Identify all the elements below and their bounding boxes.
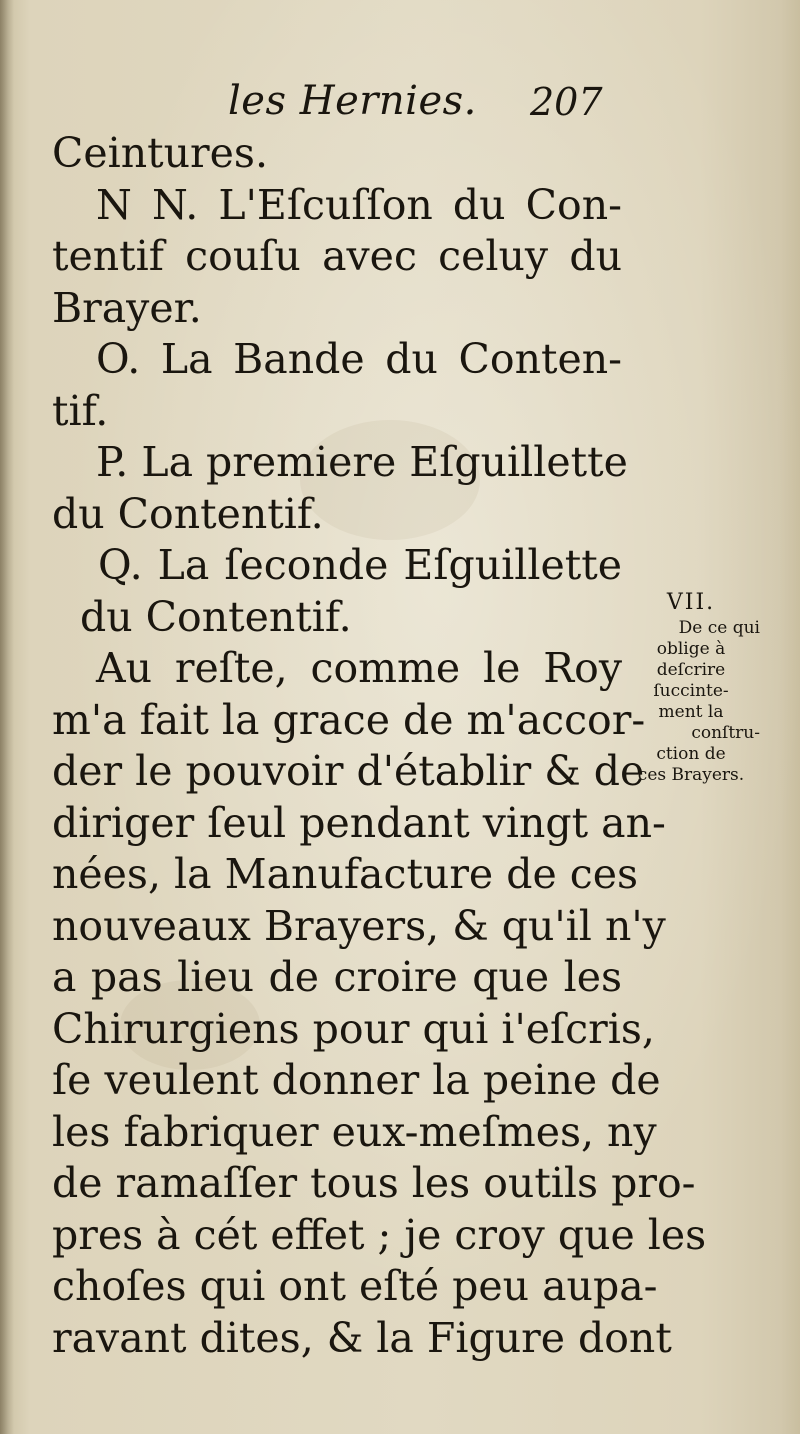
text-line: nées, la Manufacture de ces <box>52 850 639 898</box>
text-line: les fabriquer eux-meſmes, ny <box>52 1107 657 1156</box>
margin-note-number: VII. <box>666 590 716 615</box>
text-line: ſe veulent donner la peine de <box>52 1056 661 1104</box>
margin-note-line: ction de <box>656 744 726 764</box>
gutter-shadow <box>0 0 14 1434</box>
text-line: tentif couſu avec celuy du <box>52 232 622 280</box>
text-line: nouveaux Brayers, & qu'il n'y <box>52 901 666 950</box>
margin-note-line: ment la <box>658 702 724 722</box>
running-title: les Hernies. <box>228 78 477 124</box>
text-line: N N. L'Eſcuſſon du Con- <box>96 180 622 229</box>
margin-note-line: ces Brayers. <box>637 765 745 785</box>
text-line: Au reſte, comme le Roy <box>96 644 622 692</box>
running-head <box>200 78 660 128</box>
text-line: choſes qui ont eſté peu aupa- <box>52 1262 658 1310</box>
text-line: de ramaſſer tous les outils pro- <box>52 1159 696 1207</box>
text-line: pres à cét effet ; je croy que les <box>52 1210 707 1259</box>
text-line: du Contentif. <box>80 592 352 641</box>
text-line: der le pouvoir d'établir & de <box>52 747 645 795</box>
text-line: diriger ſeul pendant vingt an- <box>52 798 666 847</box>
text-line: du Contentif. <box>52 489 324 538</box>
page-number: 207 <box>530 80 603 124</box>
text-line: ravant dites, & la Figure dont <box>52 1313 672 1362</box>
text-line: Brayer. <box>52 283 202 332</box>
margin-note-line: oblige à <box>656 639 726 659</box>
text-line: Chirurgiens pour qui i'eſcris, <box>52 1004 655 1053</box>
text-line: a pas lieu de croire que les <box>52 953 622 1001</box>
text-line: Q. La ſeconde Eſguillette <box>98 541 622 589</box>
text-line: Ceintures. <box>52 129 268 177</box>
margin-note-line: deſcrire <box>656 660 726 680</box>
margin-note-line: De ce qui <box>678 618 760 638</box>
text-line: m'a fait la grace de m'accor- <box>52 695 646 744</box>
text-line: tif. <box>52 386 109 435</box>
margin-note-line: ſuccinte- <box>653 681 729 701</box>
text-line: O. La Bande du Conten- <box>96 335 622 383</box>
margin-note-line: conſtru- <box>691 723 760 743</box>
margin-note <box>622 588 760 786</box>
text-line: P. La premiere Eſguillette <box>96 438 628 486</box>
